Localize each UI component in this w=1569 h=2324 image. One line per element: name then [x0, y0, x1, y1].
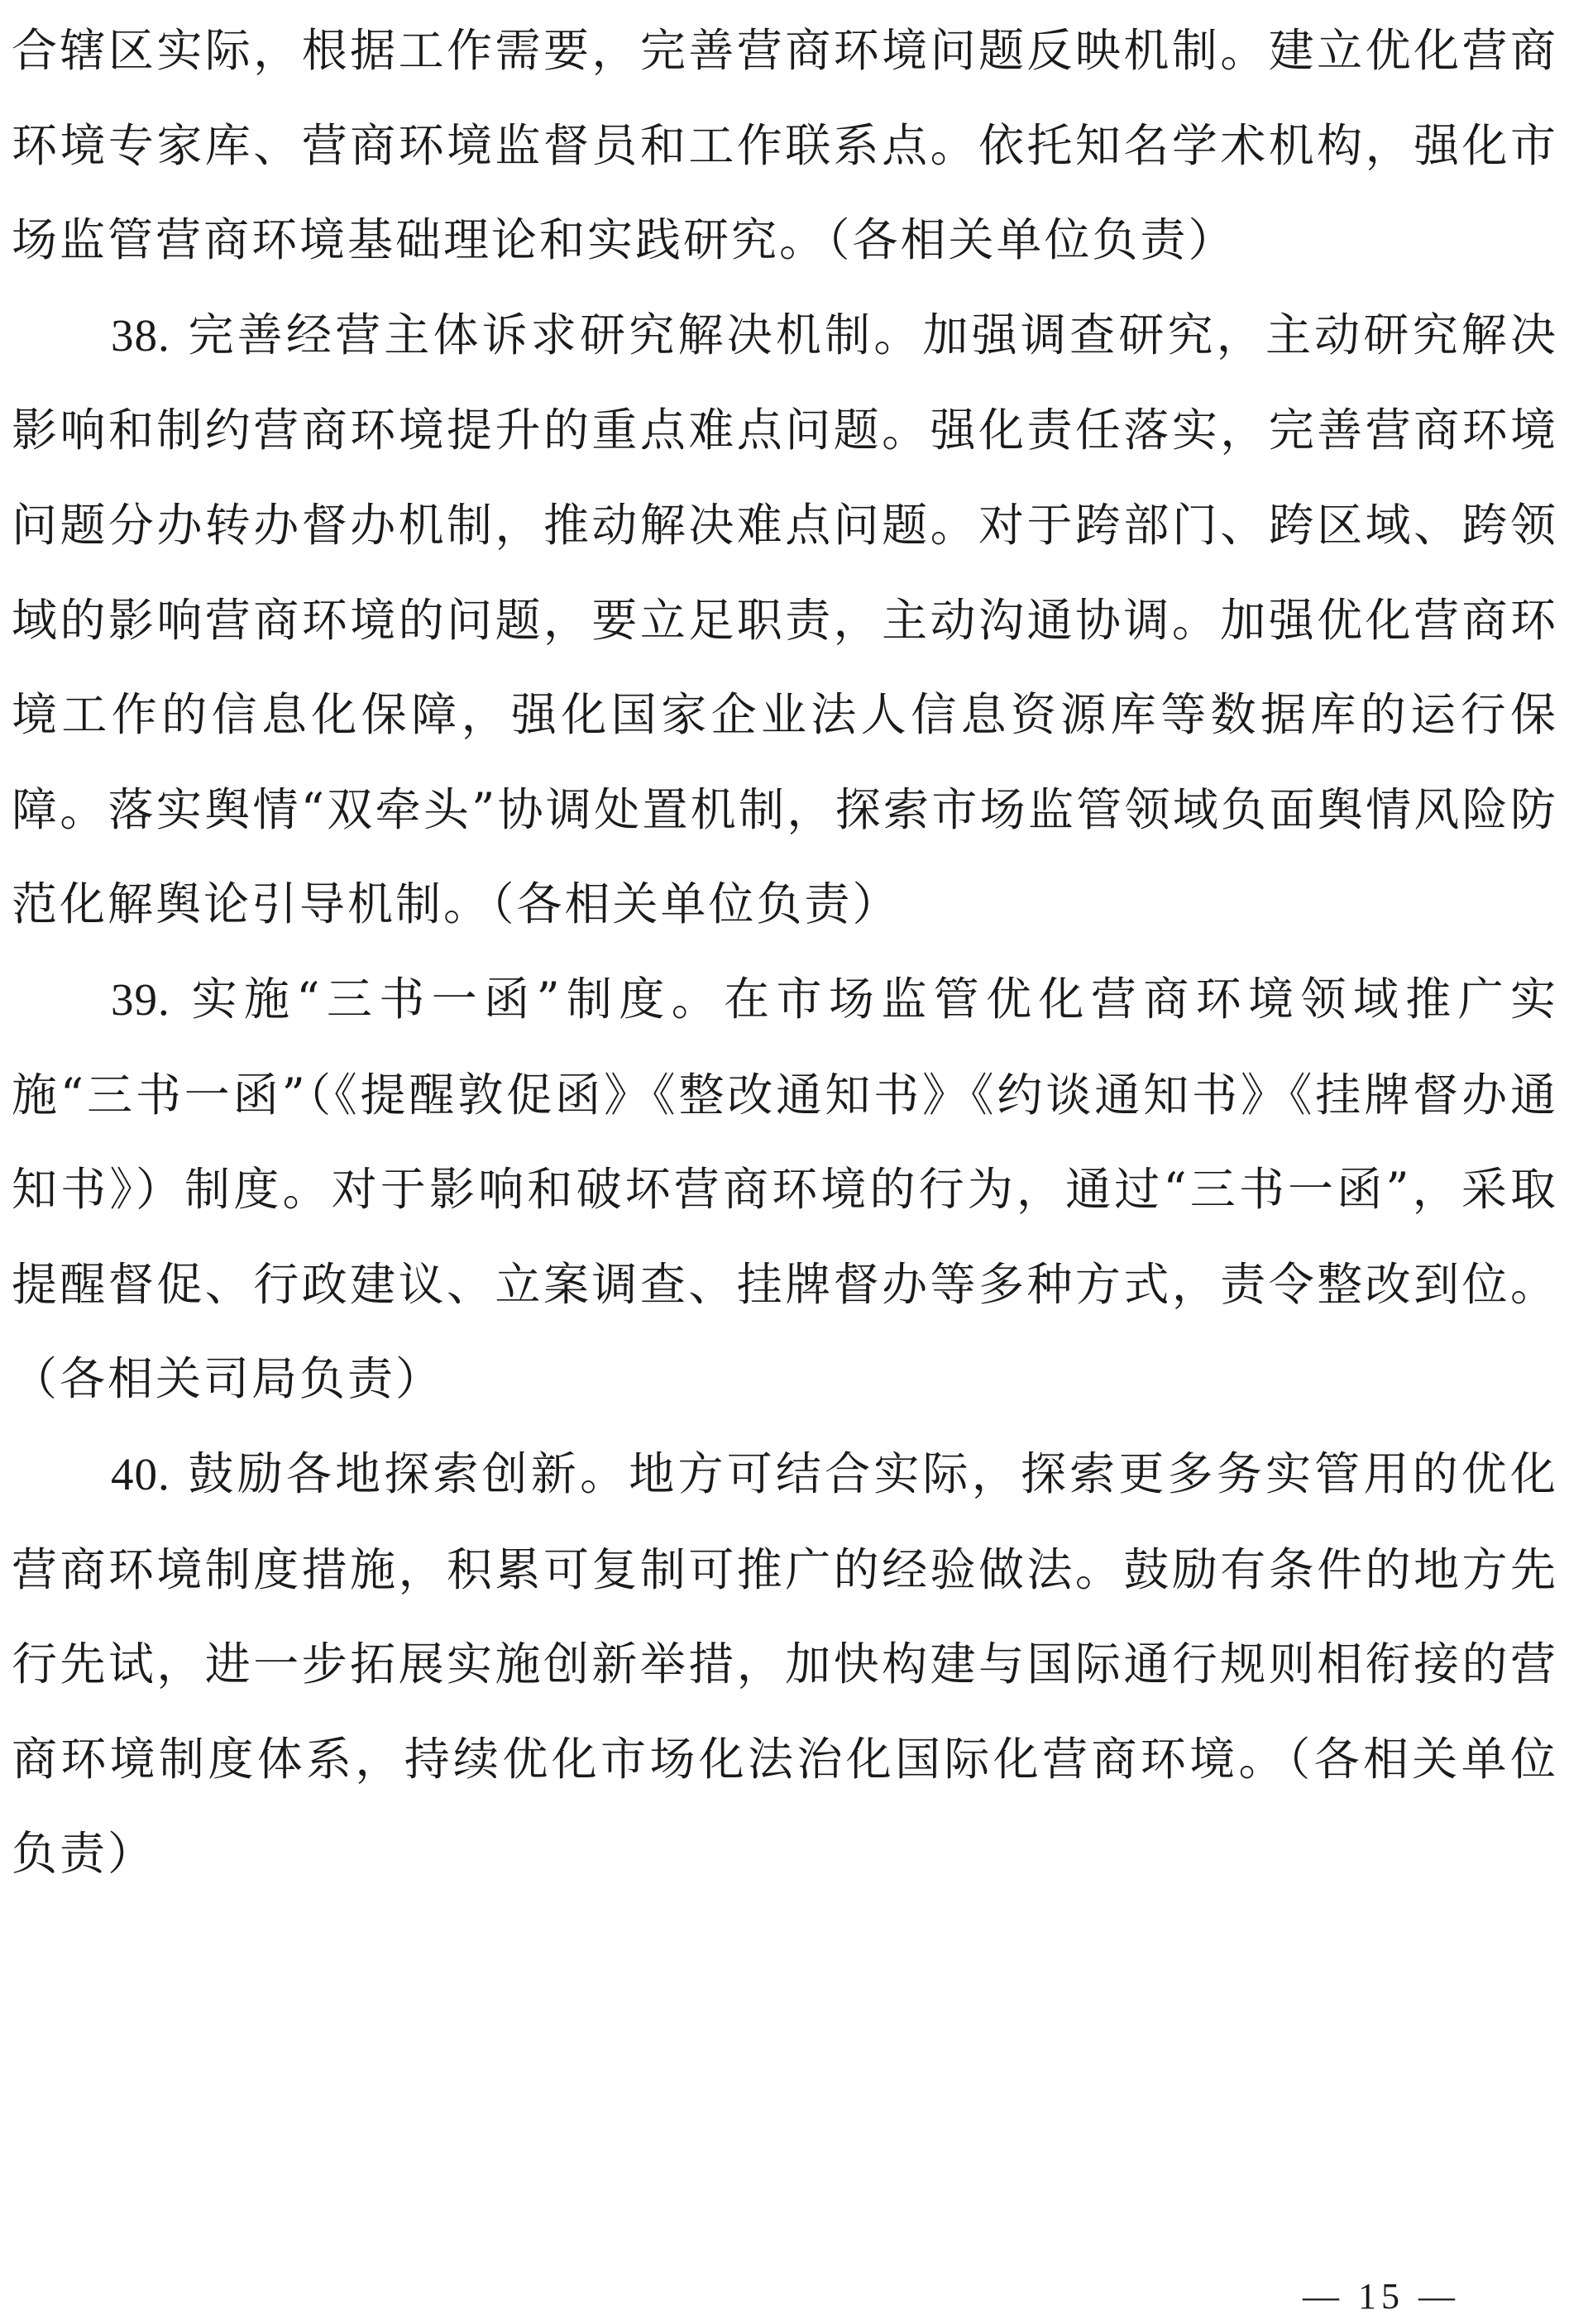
item-number: 38. — [111, 309, 170, 361]
paragraph-text: 完善经营主体诉求研究解决机制。加强调查研究，主动研究解决影响和制约营商环境提升的重点难点问题。强化责任落实，完善营商环境问题分办转办督办机制，推动解决难点问题。对于跨部门、跨区域、跨领域的影响营商环境的问题，要立足职责，主动沟通协调。加强优化营商环境工作的信息化保障，强化国家企业法人信息资源库等数据库的运行保障。落实舆情“双牵头”协调处置机制，探索市场监管领域负面舆情风险防范化解舆论引导机制。（各相关单位负责） — [12, 308, 1558, 931]
page-number: — 15 — — [1303, 2276, 1460, 2317]
paragraph-text: 合辖区实际，根据工作需要，完善营商环境问题反映机制。建立优化营商环境专家库、营商环境监督员和工作联系点。依托知名学术机构，强化市场监管营商环境基础理论和实践研究。（各相关单位负责） — [12, 24, 1558, 267]
paragraph-item-39 — [12, 952, 1558, 1427]
paragraph-text: 鼓励各地探索创新。地方可结合实际，探索更多务实管用的优化营商环境制度措施，积累可复制可推广的经验做法。鼓励有条件的地方先行先试，进一步拓展实施创新举措，加快构建与国际通行规则相衔接的营商环境制度体系，持续优化市场化法治化国际化营商环境。（各相关单位负责） — [12, 1447, 1558, 1881]
item-number: 39. — [111, 973, 170, 1025]
paragraph-item-38 — [12, 288, 1558, 952]
item-number: 40. — [111, 1448, 170, 1499]
paragraph-item-40 — [12, 1427, 1558, 1901]
paragraph-continued — [12, 3, 1558, 288]
document-body — [12, 3, 1558, 1901]
paragraph-text: 实施“三书一函”制度。在市场监管优化营商环境领域推广实施“三书一函”（《提醒敦促函》《整改通知书》《约谈通知书》《挂牌督办通知书》）制度。对于影响和破坏营商环境的行为，通过“三书一函”，采取提醒督促、行政建议、立案调查、挂牌督办等多种方式，责令整改到位。（各相关司局负责） — [12, 972, 1558, 1406]
